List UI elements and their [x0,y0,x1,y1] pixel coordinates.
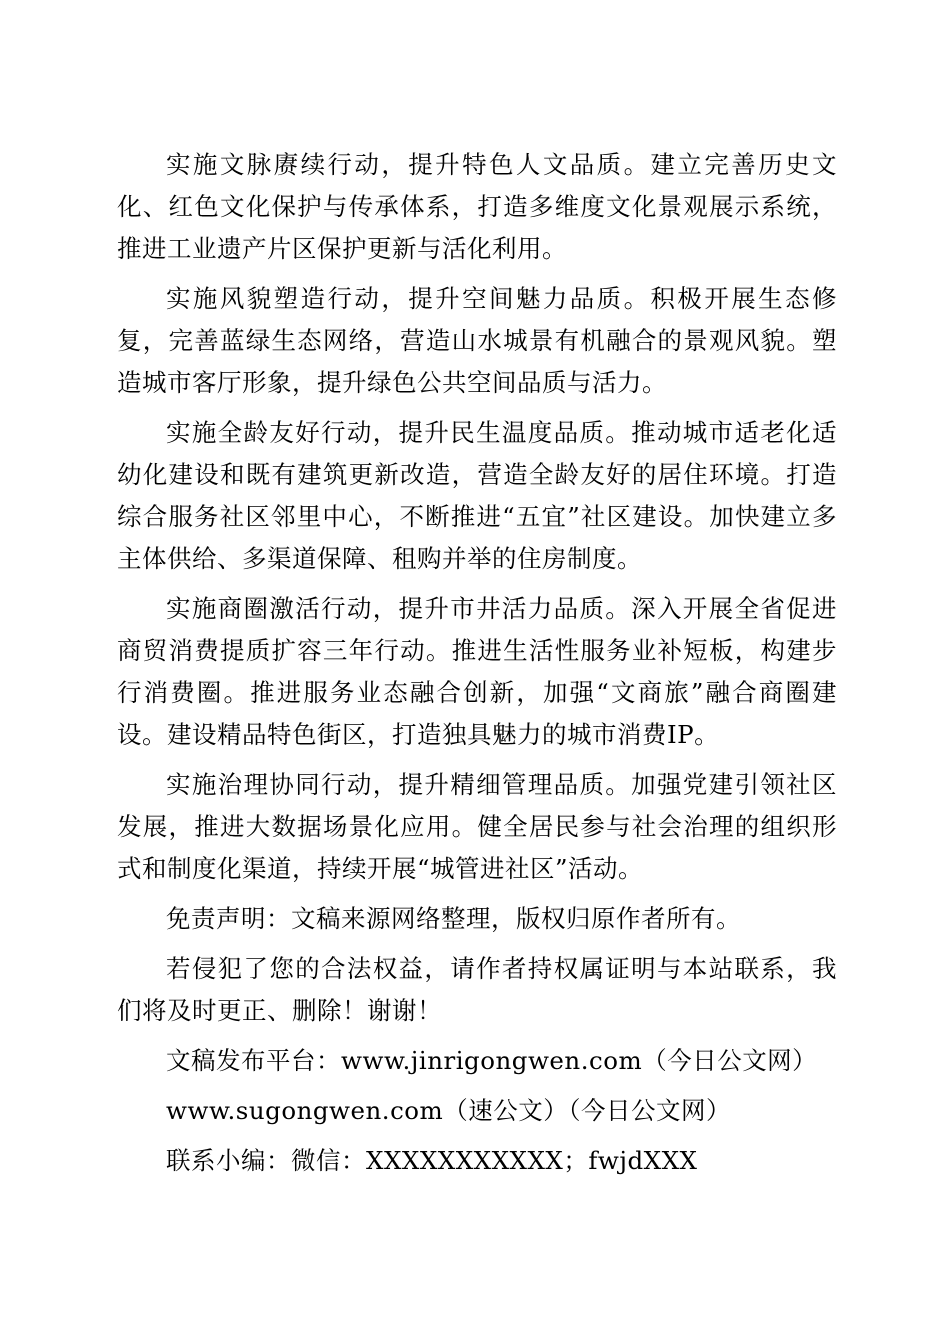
paragraph-landscape: 实施风貌塑造行动，提升空间魅力品质。积极开展生态修复，完善蓝绿生态网络，营造山水城景有机融合的景观风貌。塑造城市客厅形象，提升绿色公共空间品质与活力。 [117,284,837,397]
publish-platform-alt: www.sugongwen.com（速公文）（今日公文网） [166,1096,732,1125]
contact-info: 联系小编：微信：XXXXXXXXXXX；fwjdXXX [166,1146,698,1175]
document-page [117,144,837,1182]
disclaimer-infringement: 若侵犯了您的合法权益，请作者持权属证明与本站联系，我们将及时更正、删除！谢谢！ [117,954,837,1025]
paragraph-all-age: 实施全龄友好行动，提升民生温度品质。推动城市适老化适幼化建设和既有建筑更新改造，营造全龄友好的居住环境。打造综合服务社区邻里中心，不断推进“五宜”社区建设。加快建立多主体供给、多渠道保障、租购并举的住房制度。 [117,418,837,573]
paragraph-governance: 实施治理协同行动，提升精细管理品质。加强党建引领社区发展，推进大数据场景化应用。健全居民参与社会治理的组织形式和制度化渠道，持续开展“城管进社区”活动。 [117,770,837,883]
publish-platform: 文稿发布平台：www.jinrigongwen.com（今日公文网） [166,1046,818,1075]
paragraph-culture: 实施文脉赓续行动，提升特色人文品质。建立完善历史文化、红色文化保护与传承体系，打造多维度文化景观展示系统，推进工业遗产片区保护更新与活化利用。 [117,150,837,263]
disclaimer-line: 免责声明：文稿来源网络整理，版权归原作者所有。 [166,904,741,933]
paragraph-commerce: 实施商圈激活行动，提升市井活力品质。深入开展全省促进商贸消费提质扩容三年行动。推进生活性服务业补短板，构建步行消费圈。推进服务业态融合创新，加强“文商旅”融合商圈建设。建设精品特色街区，打造独具魅力的城市消费IP。 [117,594,837,749]
